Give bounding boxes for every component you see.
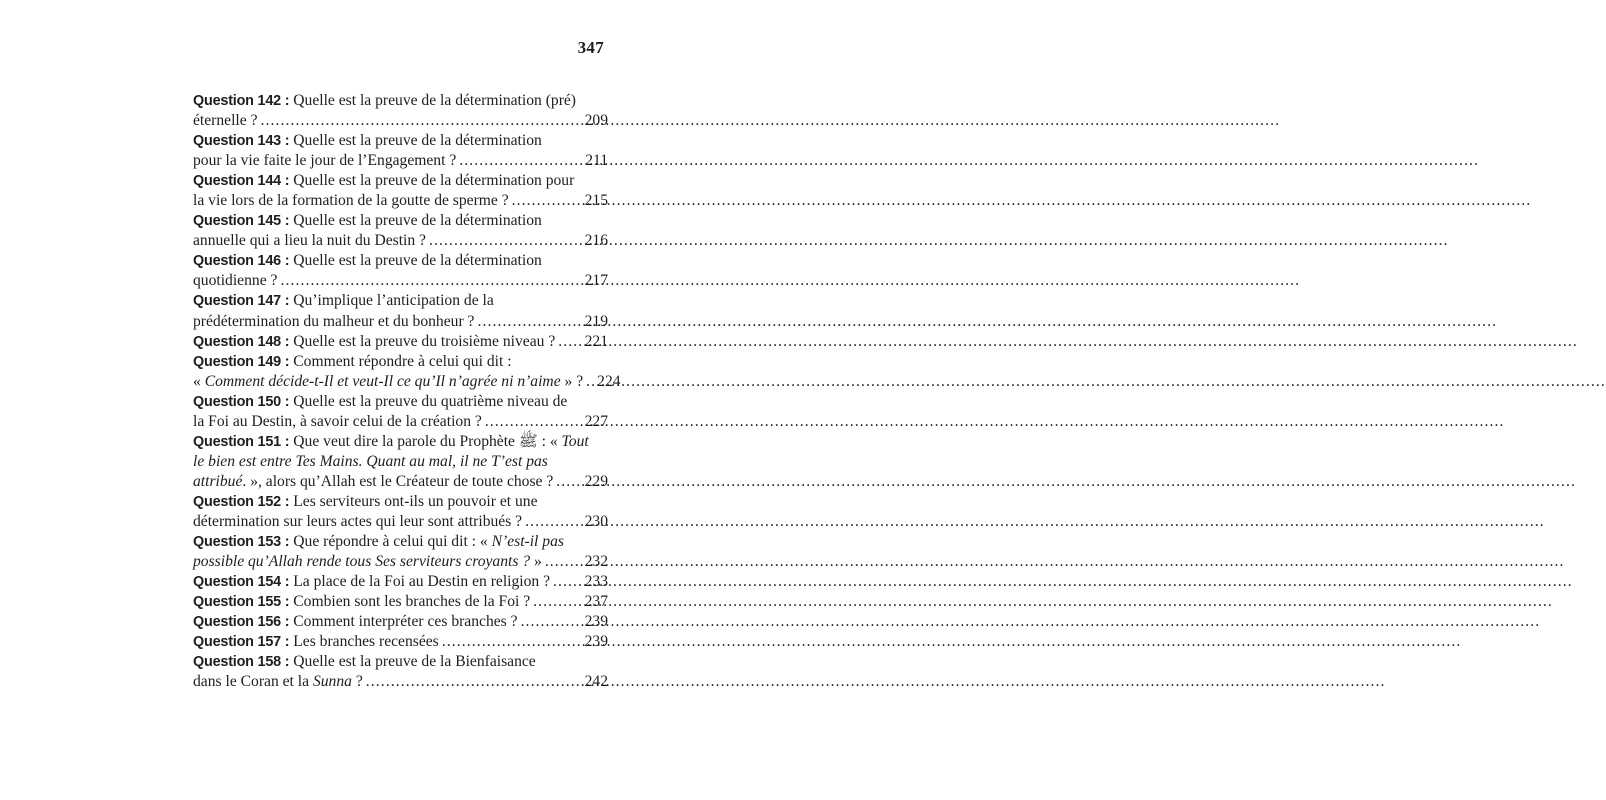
toc-line — [193, 512, 608, 532]
toc-entry — [193, 171, 608, 211]
toc-line-text — [193, 672, 363, 692]
question-label: Question 152 : — [193, 493, 290, 510]
entry-text: détermination sur leurs actes qui leur sont attribués ? — [193, 512, 523, 530]
toc-entry — [193, 251, 608, 291]
toc-line — [193, 572, 608, 592]
toc-line-text — [193, 271, 277, 291]
italic-text: Sunna — [312, 673, 352, 691]
toc-line — [193, 251, 608, 271]
entry-text: Que répondre à celui qui dit : « — [289, 533, 492, 551]
toc-entry — [193, 332, 608, 352]
toc-line — [193, 111, 608, 131]
entry-text: Quelle est la preuve de la détermination — [289, 132, 542, 150]
dot-leader — [258, 111, 585, 131]
toc-page-number: 239 — [584, 633, 608, 651]
toc-page-number: 232 — [584, 553, 608, 571]
toc-entry — [193, 91, 608, 131]
toc-line — [193, 332, 608, 352]
toc-line — [193, 632, 608, 652]
toc-entry — [193, 131, 608, 171]
italic-text: Tout — [561, 432, 589, 450]
toc-line — [193, 552, 608, 572]
toc-line-text — [193, 592, 530, 612]
dot-leader — [553, 472, 584, 492]
toc-line-text — [193, 472, 553, 492]
question-label: Question 156 : — [193, 614, 290, 631]
toc-line — [193, 231, 608, 251]
dot-leader — [439, 632, 585, 652]
entry-text: Quelle est la preuve de la détermination pour — [289, 172, 575, 190]
toc-line-text — [193, 492, 538, 512]
toc-line — [193, 191, 608, 211]
toc-entry — [193, 392, 608, 432]
toc-line — [193, 91, 608, 111]
italic-text: possible qu’Allah rende tous Ses serviteurs croyants ? — [193, 553, 531, 571]
question-label: Question 151 : — [193, 433, 290, 450]
dot-leader — [509, 191, 585, 211]
toc-line — [193, 271, 608, 291]
table-of-contents — [193, 91, 621, 692]
toc-page-number: 219 — [584, 312, 608, 330]
toc-line — [193, 452, 608, 472]
toc-page-number: 239 — [584, 613, 608, 631]
toc-page-number: 211 — [585, 152, 608, 170]
entry-text: Quelle est la preuve du troisième niveau ? — [289, 332, 556, 350]
entry-text: Comment interpréter ces branches ? — [289, 613, 518, 631]
toc-entry — [193, 532, 608, 572]
entry-text: pour la vie faite le jour de l’Engagement ? — [193, 152, 457, 170]
entry-text: Quelle est la preuve de la Bienfaisance — [289, 653, 536, 671]
italic-text: N’est-il pas — [491, 533, 564, 551]
toc-line-text — [193, 432, 589, 452]
toc-entry — [193, 211, 608, 251]
toc-line-text — [193, 532, 564, 552]
question-label: Question 157 : — [193, 634, 290, 651]
toc-line — [193, 492, 608, 512]
toc-page-number: 230 — [584, 512, 608, 530]
toc-line-text — [193, 352, 512, 372]
toc-page-number: 216 — [584, 232, 608, 250]
toc-page-number: 209 — [584, 112, 608, 130]
italic-text: Comment décide-t-Il et veut-Il ce qu’Il n’agrée ni n’aime — [204, 372, 561, 390]
dot-leader — [522, 512, 585, 532]
toc-line-text — [193, 372, 583, 392]
italic-text: attribué — [193, 472, 243, 490]
question-label: Question 142 : — [193, 93, 290, 109]
entry-text: ? — [351, 673, 363, 691]
toc-line — [193, 312, 608, 332]
toc-entry — [193, 291, 608, 331]
entry-text: Que veut dire la parole du Prophète ﷺ : « — [289, 432, 562, 450]
entry-text: la Foi au Destin, à savoir celui de la création ? — [193, 412, 482, 430]
question-label: Question 150 : — [193, 393, 290, 410]
toc-entry — [193, 632, 608, 652]
question-label: Question 146 : — [193, 253, 290, 270]
toc-line-text — [193, 632, 439, 652]
toc-line — [193, 652, 608, 672]
entry-text: quotidienne ? — [193, 272, 278, 290]
toc-line-text — [193, 171, 574, 191]
toc-page-number: 227 — [584, 412, 608, 430]
entry-text: Quelle est la preuve du quatrième niveau de — [289, 392, 568, 410]
toc-line — [193, 432, 608, 452]
question-label: Question 153 : — [193, 534, 290, 551]
toc-line — [193, 412, 608, 432]
toc-line-text — [193, 392, 567, 412]
dot-leader — [277, 271, 584, 291]
toc-line-text — [193, 91, 576, 111]
toc-line-text — [193, 191, 509, 211]
toc-line-text — [193, 211, 542, 231]
entry-text: Les serviteurs ont-ils un pouvoir et une — [289, 492, 538, 510]
toc-page-number: 221 — [584, 332, 608, 350]
toc-line — [193, 291, 608, 311]
toc-entry — [193, 352, 621, 392]
question-label: Question 158 : — [193, 654, 290, 671]
entry-text: . », alors qu’Allah est le Créateur de toute chose ? — [242, 472, 554, 490]
toc-line — [193, 211, 608, 231]
page-number: 347 — [577, 38, 604, 57]
dot-leader — [550, 572, 585, 592]
toc-page-number: 224 — [597, 372, 621, 390]
toc-line-text — [193, 111, 258, 131]
toc-line-text — [193, 512, 522, 532]
dot-leader — [426, 231, 585, 251]
toc-entry — [193, 652, 608, 692]
toc-entry — [193, 492, 608, 532]
entry-text: annuelle qui a lieu la nuit du Destin ? — [193, 232, 426, 250]
toc-line — [193, 532, 608, 552]
toc-line-text — [193, 332, 555, 352]
entry-text: prédétermination du malheur et du bonheur ? — [193, 312, 475, 330]
toc-entry — [193, 612, 608, 632]
entry-text: éternelle ? — [193, 112, 258, 130]
toc-entry — [193, 592, 608, 612]
toc-entry — [193, 572, 608, 592]
question-label: Question 155 : — [193, 594, 290, 611]
question-label: Question 147 : — [193, 293, 290, 310]
toc-page-number: 229 — [584, 472, 608, 490]
toc-line — [193, 472, 608, 492]
entry-text: » — [530, 553, 542, 571]
entry-text: « — [193, 372, 205, 390]
toc-line — [193, 131, 608, 151]
toc-line — [193, 352, 608, 372]
toc-line — [193, 171, 608, 191]
dot-leader — [363, 672, 585, 692]
toc-line-text — [193, 151, 456, 171]
toc-line-text — [193, 652, 536, 672]
entry-text: Combien sont les branches de la Foi ? — [289, 593, 531, 611]
toc-line-text — [193, 572, 550, 592]
toc-line-text — [193, 612, 518, 632]
toc-line-text — [193, 552, 542, 572]
toc-entry — [193, 432, 608, 492]
toc-line-text — [193, 231, 426, 251]
toc-line-text — [193, 251, 542, 271]
toc-line-text — [193, 291, 494, 311]
toc-line-text — [193, 452, 548, 472]
dot-leader — [530, 592, 584, 612]
entry-text: Comment répondre à celui qui dit : — [289, 352, 512, 370]
dot-leader — [518, 612, 585, 632]
entry-text: Quelle est la preuve de la détermination — [289, 252, 542, 270]
entry-text: dans le Coran et la — [193, 673, 313, 691]
toc-line — [193, 151, 608, 171]
toc-line-text — [193, 412, 482, 432]
entry-text: la vie lors de la formation de la goutte de sperme ? — [193, 192, 509, 210]
dot-leader — [555, 332, 584, 352]
toc-line — [193, 672, 608, 692]
entry-text: La place de la Foi au Destin en religion ? — [289, 573, 551, 591]
question-label: Question 154 : — [193, 574, 290, 591]
dot-leader — [482, 412, 585, 432]
toc-page-number: 233 — [584, 573, 608, 591]
question-label: Question 148 : — [193, 333, 290, 350]
toc-page-number: 217 — [584, 272, 608, 290]
dot-leader — [583, 372, 597, 392]
toc-line-text — [193, 312, 474, 332]
question-label: Question 144 : — [193, 173, 290, 190]
toc-line — [193, 392, 608, 412]
book-page — [0, 0, 800, 800]
toc-page-number: 215 — [584, 192, 608, 210]
toc-page-number: 242 — [584, 673, 608, 691]
italic-text: le bien est entre Tes Mains. Quant au mal, il ne T’est pas — [193, 452, 548, 470]
toc-line — [193, 372, 621, 392]
question-label: Question 145 : — [193, 213, 290, 230]
entry-text: Quelle est la preuve de la détermination — [289, 212, 542, 230]
dot-leader — [474, 312, 584, 332]
entry-text: » ? — [560, 372, 584, 390]
toc-line — [193, 612, 608, 632]
dot-leader — [542, 552, 585, 572]
question-label: Question 149 : — [193, 353, 290, 370]
toc-line-text — [193, 131, 542, 151]
dot-leader — [456, 151, 585, 171]
entry-text: Qu’implique l’anticipation de la — [289, 292, 494, 310]
entry-text: Les branches recensées — [289, 633, 439, 651]
question-label: Question 143 : — [193, 133, 290, 150]
toc-page-number: 237 — [584, 593, 608, 611]
entry-text: Quelle est la preuve de la détermination (pré) — [289, 92, 577, 109]
toc-line — [193, 592, 608, 612]
